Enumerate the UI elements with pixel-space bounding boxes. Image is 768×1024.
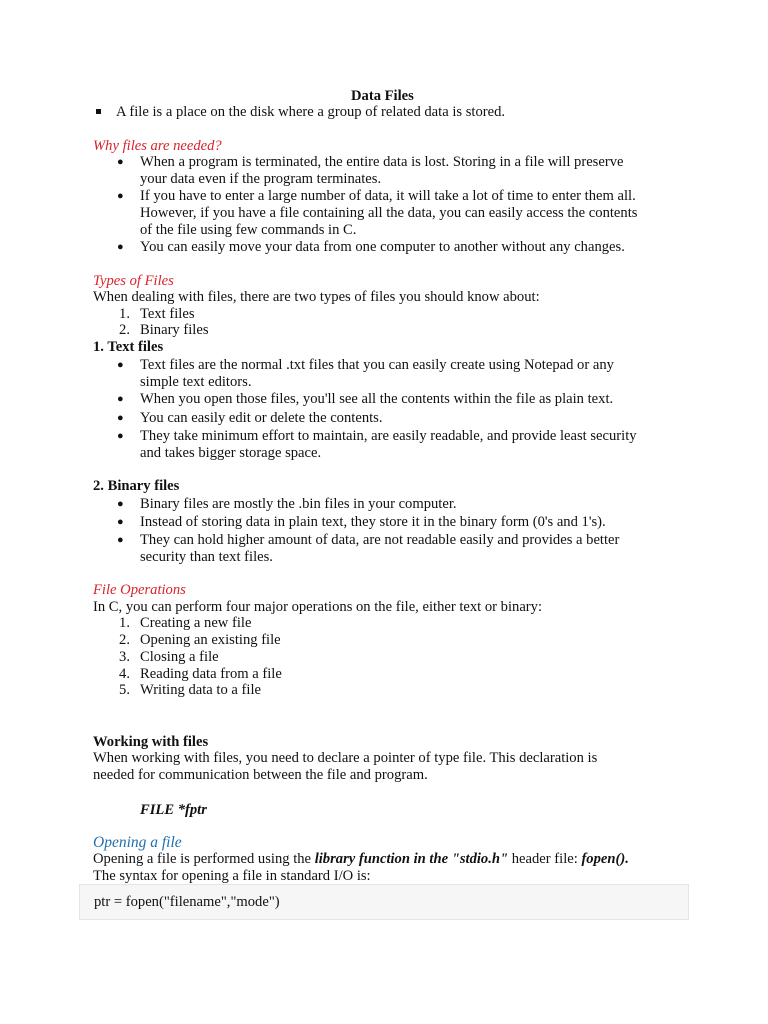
bullet-icon: ●	[117, 516, 124, 528]
list-number: 1.	[119, 615, 130, 631]
binary-files-item-1-line-1: Binary files are mostly the .bin files in your computer.	[140, 496, 457, 512]
text-span: Opening a file is performed using the	[93, 851, 315, 867]
text-files-item-4-line-1: They take minimum effort to maintain, are easily readable, and provide least security	[140, 428, 637, 444]
list-number: 3.	[119, 649, 130, 665]
bullet-icon: ●	[117, 241, 124, 253]
why-item-2-line-1: If you have to enter a large number of data, it will take a lot of time to enter them all.	[140, 188, 636, 204]
working-text-line-1: When working with files, you need to declare a pointer of type file. This declaration is	[93, 750, 598, 766]
why-item-2-line-2: However, if you have a file containing all the data, you can easily access the contents	[140, 205, 638, 221]
opening-text-line-1	[93, 851, 629, 868]
bullet-icon: ●	[117, 412, 124, 424]
heading-binary-files: 2. Binary files	[93, 478, 180, 494]
text-files-item-3-line-1: You can easily edit or delete the contents.	[140, 410, 383, 426]
list-number: 4.	[119, 666, 130, 682]
text-files-item-1-line-1: Text files are the normal .txt files that you can easily create using Notepad or any	[140, 357, 614, 373]
operations-list-item: Writing data to a file	[140, 682, 261, 698]
operations-intro: In C, you can perform four major operations on the file, either text or binary:	[93, 599, 543, 615]
intro-text: A file is a place on the disk where a group of related data is stored.	[116, 104, 506, 120]
text-files-item-1-line-2: simple text editors.	[140, 374, 252, 390]
bullet-icon: ●	[117, 190, 124, 202]
text-files-item-2-line-1: When you open those files, you'll see all the contents within the file as plain text.	[140, 391, 614, 407]
heading-working-with-files: Working with files	[93, 734, 209, 750]
why-item-3-line-1: You can easily move your data from one computer to another without any changes.	[140, 239, 625, 255]
text-files-item-4-line-2: and takes bigger storage space.	[140, 445, 322, 461]
bullet-icon: ●	[117, 430, 124, 442]
list-number: 2.	[119, 632, 130, 648]
file-pointer-declaration: FILE *fptr	[140, 802, 207, 818]
bullet-icon: ●	[117, 498, 124, 510]
working-text-line-2: needed for communication between the file and program.	[93, 767, 428, 783]
binary-files-item-3-line-1: They can hold higher amount of data, are not readable easily and provides a better	[140, 532, 620, 548]
binary-files-item-3-line-2: security than text files.	[140, 549, 273, 565]
list-number: 1.	[119, 306, 130, 322]
bullet-icon: ●	[117, 393, 124, 405]
why-item-1-line-1: When a program is terminated, the entire data is lost. Storing in a file will preserve	[140, 154, 624, 170]
why-item-1-line-2: your data even if the program terminates.	[140, 171, 382, 187]
operations-list-item: Closing a file	[140, 649, 219, 665]
square-bullet-icon	[96, 109, 101, 114]
list-number: 5.	[119, 682, 130, 698]
code-line: ptr = fopen("filename","mode")	[94, 894, 280, 910]
binary-files-item-2-line-1: Instead of storing data in plain text, they store it in the binary form (0's and 1's).	[140, 514, 606, 530]
fopen-emphasis: fopen().	[581, 851, 629, 867]
heading-opening-a-file: Opening a file	[93, 834, 182, 851]
heading-why-files: Why files are needed?	[93, 138, 222, 154]
opening-text-line-2: The syntax for opening a file in standard I/O is:	[93, 868, 371, 884]
why-item-2-line-3: of the file using few commands in C.	[140, 222, 357, 238]
code-block	[79, 884, 689, 920]
bullet-icon: ●	[117, 534, 124, 546]
bullet-icon: ●	[117, 156, 124, 168]
bullet-icon: ●	[117, 359, 124, 371]
document-title: Data Files	[351, 88, 414, 104]
types-list-item: Text files	[140, 306, 195, 322]
list-number: 2.	[119, 322, 130, 338]
types-intro: When dealing with files, there are two types of files you should know about:	[93, 289, 540, 305]
operations-list-item: Reading data from a file	[140, 666, 282, 682]
heading-text-files: 1. Text files	[93, 339, 164, 355]
operations-list-item: Opening an existing file	[140, 632, 281, 648]
library-function-emphasis: library function in the "stdio.h"	[314, 851, 509, 867]
heading-types-of-files: Types of Files	[93, 273, 174, 289]
text-span: header file:	[508, 851, 582, 867]
types-list-item: Binary files	[140, 322, 209, 338]
heading-file-operations: File Operations	[93, 582, 186, 598]
operations-list-item: Creating a new file	[140, 615, 252, 631]
